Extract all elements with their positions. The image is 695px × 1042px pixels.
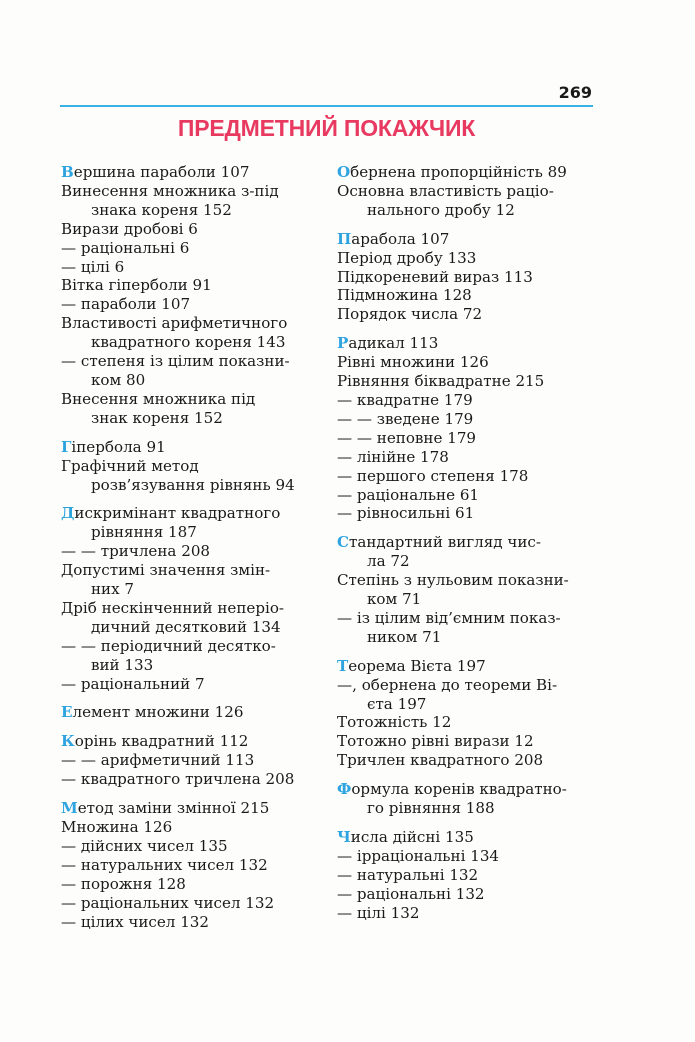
index-letter-group [337,230,595,325]
index-initial-letter: О [337,163,351,181]
index-entry [337,504,595,523]
index-entry-text: — лінійне 178 [337,447,449,466]
index-entry-text: Тотожність 12 [337,713,452,732]
index-entry [337,334,595,353]
index-letter-group [337,657,595,770]
index-entry [337,751,595,770]
index-letter-group [61,703,313,722]
index-entry [61,295,313,314]
index-entry-text: исла дійсні 135 [350,828,474,846]
index-entry-text: — параболи 107 [61,295,191,314]
index-entry [61,856,313,875]
index-entry-text: Рівняння біквадратне 215 [337,372,545,391]
index-entry [337,429,595,448]
index-entry-text: тандартний вигляд чис- [349,533,541,552]
index-entry [61,894,313,913]
index-entry-text: — ірраціональні 134 [337,846,500,865]
index-entry [337,609,595,628]
index-entry-text: — квадратне 179 [337,390,473,409]
index-letter-group [61,799,313,931]
index-entry-text: — натуральних чисел 132 [61,855,268,874]
index-letter-group [337,533,595,646]
index-entry-text: ершина параболи 107 [73,163,250,181]
index-initial-letter: В [61,163,74,181]
index-entry-text: Тричлен квадратного 208 [337,751,544,770]
index-entry-text: — — зведене 179 [337,409,474,428]
index-entry [337,249,595,268]
index-letter-group [337,163,595,220]
index-entry [337,391,595,410]
index-entry-text: Підмножина 128 [337,286,472,305]
index-entry-text: арабола 107 [351,229,450,248]
index-entry [337,410,595,429]
header-rule [60,105,593,107]
index-entry-text: Основна властивість раціо- [337,181,554,200]
index-entry [61,457,313,476]
index-entry [61,703,313,722]
index-initial-letter: Е [61,703,73,722]
index-entry-text: — порожня 128 [61,874,186,893]
index-entry-continuation: рівняння 187 [91,523,197,542]
index-entry-text: еорема Вієта 197 [348,656,486,675]
index-entry [337,533,595,552]
index-entry [61,599,313,618]
index-entry-text: — цілі 6 [61,257,125,276]
index-entry-continuation: ла 72 [367,552,410,571]
index-entry [61,770,313,789]
index-entry-text: искримінант квадратного [74,504,281,523]
index-entry-text: Тотожно рівні вирази 12 [337,732,534,751]
index-entry-text: бернена пропорційність 89 [350,163,567,181]
index-entry [61,875,313,894]
index-entry-text: — — тричлена 208 [61,542,211,561]
index-entry-continuation: ником 71 [367,627,442,646]
index-entry-continuation: них 7 [91,580,135,599]
index-entry [61,352,313,371]
index-initial-letter: Т [337,656,349,675]
index-entry-text: — раціональне 61 [337,485,480,504]
index-entry [337,828,595,847]
index-letter-group [61,732,313,789]
index-entry [61,751,313,770]
index-initial-letter: Ч [337,828,351,846]
index-entry [337,268,595,287]
index-entry [61,314,313,333]
index-entry [337,230,595,249]
index-entry-continuation: знака кореня 152 [91,200,232,219]
index-entry [337,676,595,695]
index-entry [61,239,313,258]
page-number: 269 [558,83,592,102]
index-entry-text: — цілих чисел 132 [61,912,210,931]
index-entry-continuation: вий 133 [91,655,154,674]
index-entry [61,390,313,409]
index-entry [337,713,595,732]
index-initial-letter: Г [61,437,72,456]
index-entry-text: — раціональних чисел 132 [61,893,275,912]
index-entry-text: — із цілим від’ємним показ- [337,608,561,627]
index-entry-text: — — неповне 179 [337,428,477,447]
index-initial-letter: П [337,229,352,248]
index-entry-text: Підкореневий вираз 113 [337,267,533,286]
index-entry [61,504,313,523]
index-entry-text: орінь квадратний 112 [74,732,249,751]
index-entry [61,182,313,201]
index-letter-group [61,438,313,495]
index-initial-letter: Р [337,334,349,353]
index-entry-text: Дріб нескінченний неперіо- [61,598,285,617]
index-entry [337,353,595,372]
index-entry-text: адикал 113 [348,334,439,353]
index-entry-text: Множина 126 [61,818,173,836]
index-entry-text: Вітка гіперболи 91 [61,276,212,295]
index-column-left [61,163,313,931]
index-entry [61,220,313,239]
index-entry-text: Внесення множника під [61,389,256,408]
index-initial-letter: К [61,732,75,751]
index-entry-continuation: ком 80 [91,370,146,389]
index-entry-continuation: квадратного кореня 143 [91,333,286,352]
index-entry-text: іпербола 91 [71,437,166,456]
index-entry [337,732,595,751]
index-entry [61,163,313,182]
index-entry [61,837,313,856]
index-entry [337,467,595,486]
index-entry-text: — раціональні 6 [61,238,190,257]
index-entry [337,182,595,201]
index-letter-group [61,504,313,693]
index-entry-text: —, обернена до теореми Ві- [337,675,558,694]
index-entry-text: Степінь з нульовим показни- [337,571,569,590]
index-letter-group [61,163,313,428]
index-entry-text: Допустимі значення змін- [61,561,271,580]
index-entry-text: — — періодичний десятко- [61,636,276,655]
index-entry [337,163,595,182]
index-entry-text: Період дробу 133 [337,248,477,267]
index-entry-text: — квадратного тричлена 208 [61,770,295,789]
index-column-right [337,163,595,923]
index-entry-text: лемент множини 126 [72,703,244,722]
index-entry-text: Графічний метод [61,456,199,475]
index-entry-text: ормула коренів квадратно- [351,780,567,799]
index-entry [61,637,313,656]
index-entry-text: Вирази дробові 6 [61,219,198,238]
index-entry [61,258,313,277]
index-entry-text: — раціональний 7 [61,674,205,693]
index-entry [337,904,595,923]
index-letter-group [337,828,595,923]
index-entry [61,818,313,837]
index-entry-text: Винесення множника з-під [61,181,279,200]
index-entry [337,486,595,505]
index-entry-text: — першого степеня 178 [337,466,529,485]
index-initial-letter: М [61,799,78,818]
index-entry-text: — раціональні 132 [337,884,485,903]
index-entry [337,448,595,467]
index-entry [337,305,595,324]
index-entry-text: — цілі 132 [337,903,420,922]
index-entry [61,438,313,457]
index-entry-continuation: ком 71 [367,590,422,609]
index-entry [337,657,595,676]
index-entry-continuation: го рівняння 188 [367,799,495,818]
index-entry [61,799,313,818]
index-entry [337,885,595,904]
index-entry [337,866,595,885]
index-entry [61,732,313,751]
index-entry [337,780,595,799]
index-entry [61,542,313,561]
index-entry [61,675,313,694]
index-letter-group [337,780,595,818]
index-letter-group [337,334,595,523]
index-entry-text: Властивості арифметичного [61,314,288,333]
index-initial-letter: Ф [337,780,352,799]
index-entry-text: — дійсних чисел 135 [61,836,228,855]
index-entry-text: Порядок числа 72 [337,305,483,324]
index-entry-text: етод заміни змінної 215 [77,799,270,818]
index-entry [61,913,313,932]
index-entry-continuation: розв’язування рівнянь 94 [91,475,295,494]
page-title: ПРЕДМЕТНИЙ ПОКАЖЧИК [177,115,476,141]
index-entry [61,276,313,295]
index-entry [337,847,595,866]
index-entry-text: Рівні множини 126 [337,353,489,372]
index-entry-text: — рівносильні 61 [337,504,475,523]
index-entry [337,571,595,590]
index-initial-letter: С [337,533,350,552]
index-entry-text: — — арифметичний 113 [61,751,255,770]
index-entry-continuation: єта 197 [367,694,427,713]
index-entry [61,561,313,580]
index-entry [337,286,595,305]
index-entry-continuation: дичний десятковий 134 [91,617,281,636]
index-entry [337,372,595,391]
index-entry-continuation: нального дробу 12 [367,200,515,219]
index-entry-continuation: знак кореня 152 [91,408,223,427]
index-initial-letter: Д [61,504,75,523]
index-entry-text: — натуральні 132 [337,865,479,884]
index-entry-text: — степеня із цілим показни- [61,352,290,371]
